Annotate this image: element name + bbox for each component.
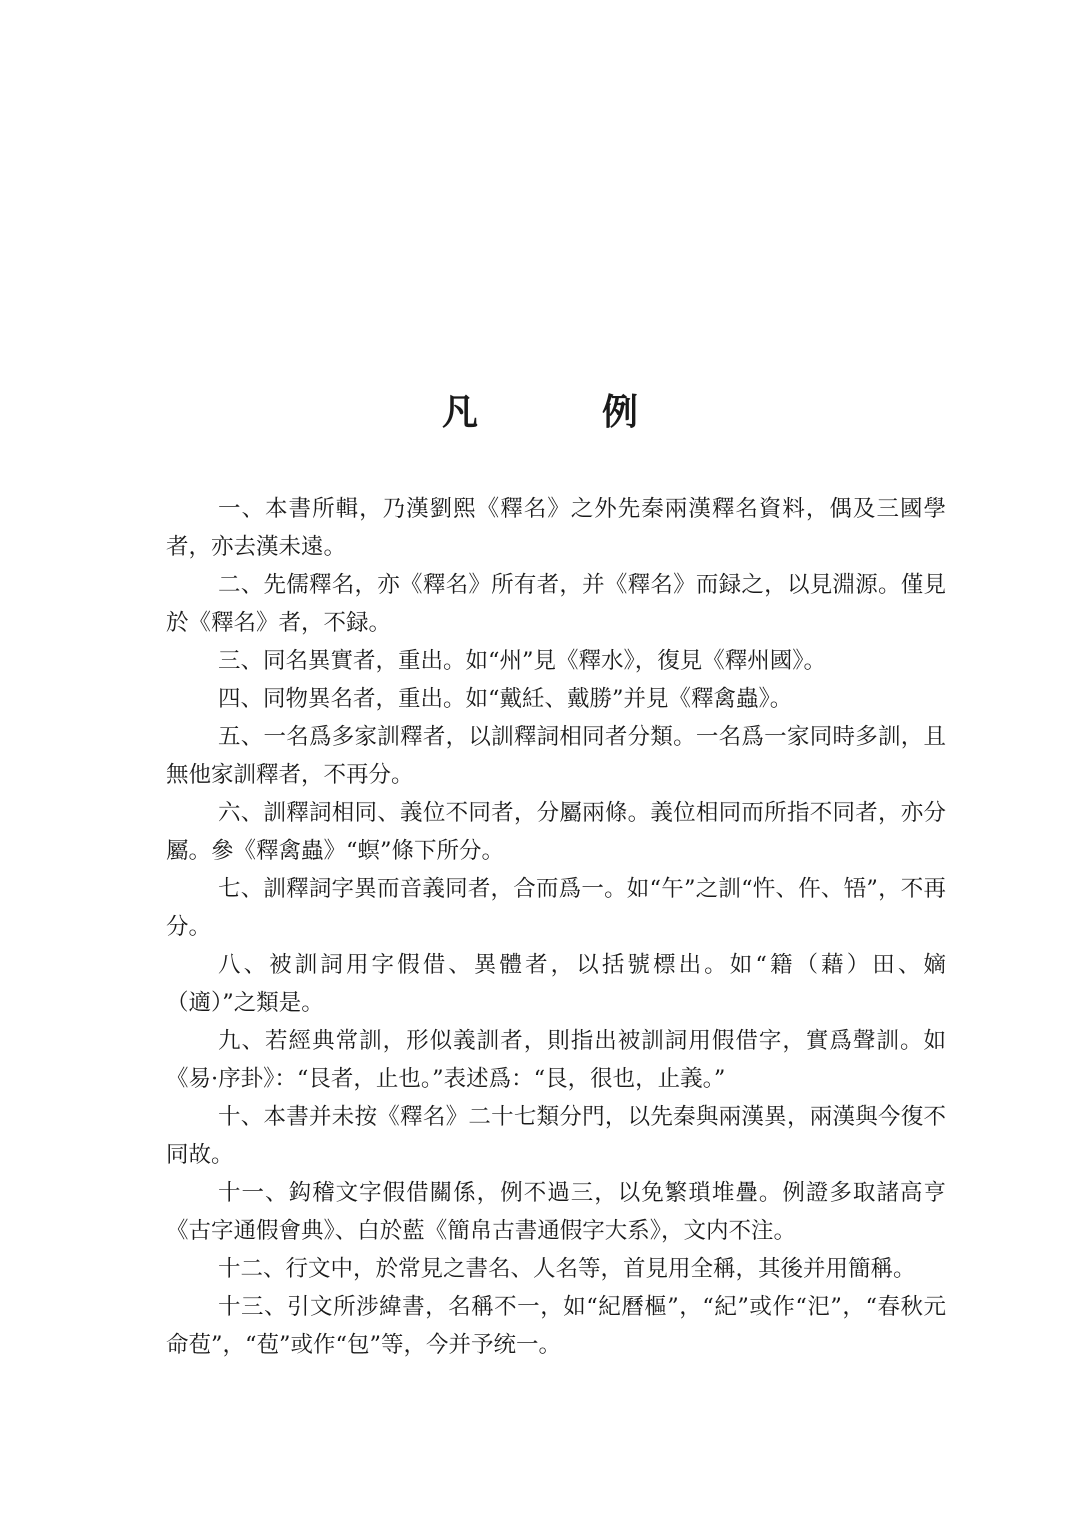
guideline-item: 七、訓釋詞字異而音義同者，合而爲一。如“午”之訓“忤、仵、啎”，不再分。 (166, 876, 946, 940)
page-title: 凡 例 (441, 391, 682, 434)
guideline-item: 五、一名爲多家訓釋者，以訓釋詞相同者分類。一名爲一家同時多訓，且無他家訓釋者，不再分。 (166, 724, 946, 788)
guideline-item: 八、被訓詞用字假借、異體者，以括號標出。如“籍（藉）田、嫡（適）”之類是。 (166, 952, 946, 1016)
guideline-item: 十、本書并未按《釋名》二十七類分門，以先秦與兩漢異，兩漢與今復不同故。 (166, 1104, 946, 1168)
guideline-item: 四、同物異名者，重出。如“戴紝、戴勝”并見《釋禽蟲》。 (218, 686, 793, 712)
guideline-item: 二、先儒釋名，亦《釋名》所有者，并《釋名》而録之，以見淵源。僅見於《釋名》者，不録。 (166, 572, 946, 636)
guideline-item: 十一、鈎稽文字假借關係，例不過三，以免繁瑣堆疊。例證多取諸高亨《古字通假會典》、白於藍《簡帛古書通假字大系》，文内不注。 (166, 1180, 946, 1244)
guideline-item: 六、訓釋詞相同、義位不同者，分屬兩條。義位相同而所指不同者，亦分屬。參《釋禽蟲》“螟”條下所分。 (166, 800, 946, 864)
guidelines-list (166, 490, 946, 1364)
guideline-item: 一、本書所輯，乃漢劉熙《釋名》之外先秦兩漢釋名資料，偶及三國學者，亦去漢未遠。 (166, 496, 946, 560)
guideline-item: 三、同名異實者，重出。如“州”見《釋水》，復見《釋州國》。 (218, 648, 827, 674)
guideline-item: 十二、行文中，於常見之書名、人名等，首見用全稱，其後并用簡稱。 (218, 1256, 916, 1282)
guideline-item: 十三、引文所涉緯書，名稱不一，如“紀曆樞”，“紀”或作“汜”，“春秋元命苞”，“苞”或作“包”等，今并予统一。 (166, 1294, 946, 1358)
guideline-item: 九、若經典常訓，形似義訓者，則指出被訓詞用假借字，實爲聲訓。如《易·序卦》：“艮者，止也。”表述爲：“艮，很也，止義。” (166, 1028, 946, 1092)
